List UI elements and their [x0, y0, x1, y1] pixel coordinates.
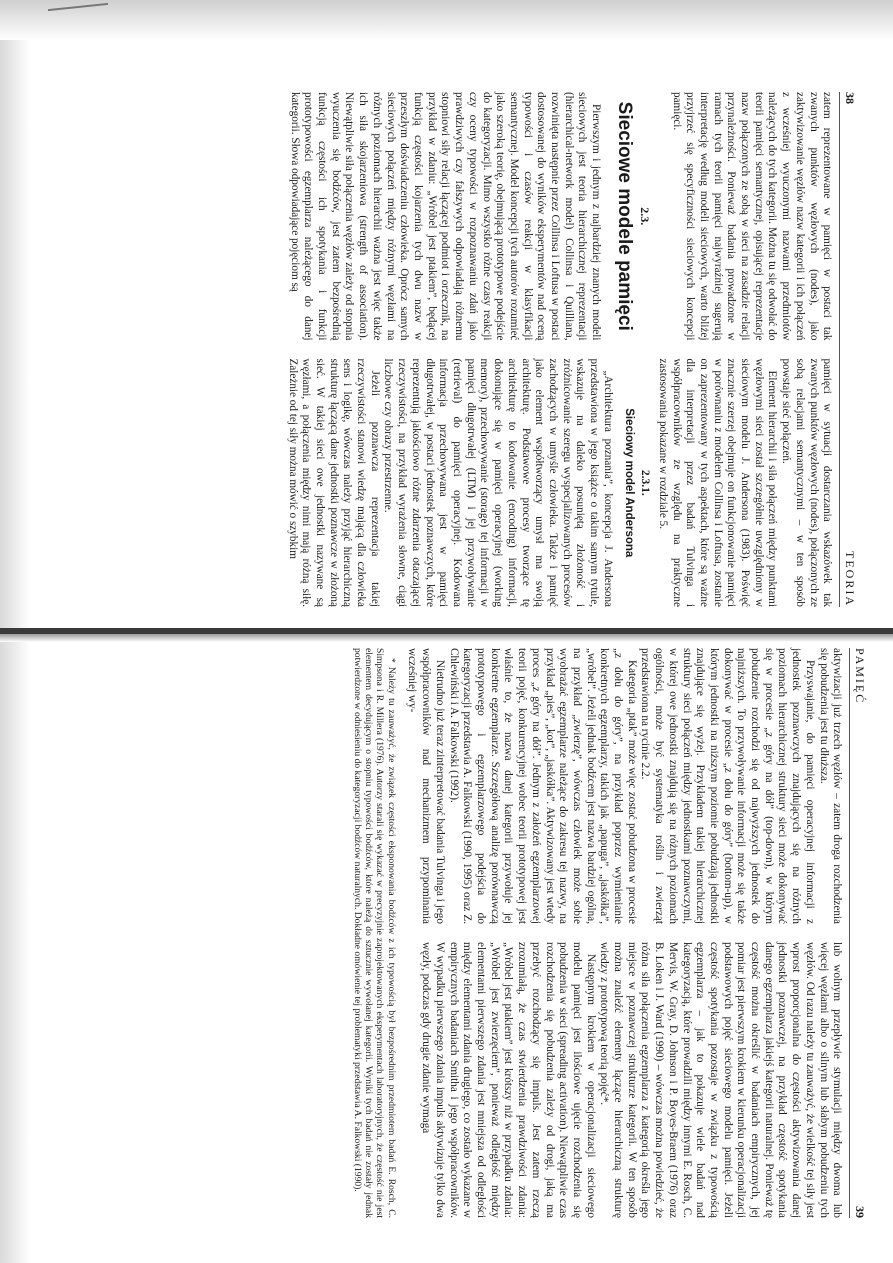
scan-shadow-top — [0, 0, 893, 40]
paragraph: Nietrudno już teraz zinterpretować badania Tulvinga i jego współpracowników nad mechanizmem przypominania wcześniej wy- — [406, 648, 446, 924]
paragraph: aktywizacji już trzech węzłów – zatem droga rozchodzenia się pobudzenia jest tu dłuższa. — [817, 648, 844, 924]
page-number: 38 — [843, 92, 857, 104]
running-head-title: TEORIA — [843, 551, 857, 607]
footnote — [351, 648, 397, 1218]
paragraph: Jeżeli poznawcza reprezentacja takiej rzeczywistości stanowi wiedzę mającą dla człowieka sens i logikę, wówczas należy przyjąć hierarchiczną strukturę łączącą dane jednostki poznawcze w złożoną sieć. W takiej sieci owe jednostki nazywane są węzłami, a połączenia między nimi mają różną siłę. Zależnie od tej siły można mówić o szybkim — [286, 358, 381, 607]
text-columns — [285, 92, 833, 607]
page-39 — [124, 648, 866, 1218]
column-left — [405, 648, 844, 924]
subsection-number: 2.3.1. — [639, 469, 652, 496]
running-head — [849, 648, 866, 1218]
paragraph: pamięci w sytuacji dostarczania wskazówek tak zwanych punktów węzłowych (nodes), połączonych ze sobą relacjami semantycznymi – w ten sposób powstaje sieć połączeń. — [780, 358, 834, 607]
paragraph: Kategoria „ptak” może więc zostać pobudzona w procesie „z dołu do góry”, na przykład poprzez wymienianie konkretnych egzemplarzy, takich jak „papuga”, „jaskółka”, „wróbel”. Jeżeli jednak bodźcem jest nazwa bardziej ogólna, na przykład „zwierzę”, wówczas człowiek może sobie wyobrażać egzemplarze należące do zakresu tej nazwy, na przykład „pies”, „kot”, „jaskółka”. Aktywizowany jest wtedy proces „z góry na dół”. Jednym z założeń egzemplarzowej teorii pojęć, konkurencyjnej wobec teorii prototypowej jest właśnie to, że nazwa danej kategorii przywołuje jej konkretne egzemplarze. Szczegółową analizę porównawczą prototypowego i egzemplarzowego podejścia do kategoryzacji przedstawia A. Falkowski (1990, 1995) oraz Z. Chlewiński i A. Falkowski (1992). — [447, 648, 638, 924]
paragraph: Element hierarchii i siła połączeń między punktami węzłowymi sieci został szczegółnie uwzględniony w sieciowym modelu J. Andersona (1983). Poświęć znacznie szerzej obejmuje on funkcjonowanie pamięci w porównaniu z modelem Collinsa i Loftusa, zostanie on zaprezentowany w tych aspektach, które są ważne dla interpretacji przez badań Tulvinga i współpracowników ze względu na praktyczne zastosowania pokazane w rozdziale 5. — [656, 358, 779, 607]
text-columns — [405, 648, 844, 1218]
paragraph: Następnym krokiem w operacjonalizacji sieciowego modelu pamięci jest ilościowe ujęcie rozchodzenia się pobudzenia w sieci (spreading activation). Niewątpliwie czas rozchodzenia się pobudzenia zależy od drogi, jaką ma przebyć rozchodzący się impuls. Jest zatem rzeczą zrozumiałą, że czas stwierdzenia prawdziwości zdania: „Wróbel jest ptakiem” jest krótszy niż w przypadku zdania: „Wróbel jest zwierzęciem”, ponieważ odległość między elementami pierwszego zdania jest mniejsza od odległości między elementami zdania drugiego, co zostało wykazane w empirycznych badaniach Smitha i jego współpracowników. W wypadku pierwszego zdania impuls aktywizuje tylko dwa węzły, podczas gdy drugie zdanie wymaga — [420, 942, 597, 1218]
paragraph: zatem reprezentowane w pamięci w postaci tak zwanych punktów węzłowych (nodes), jako zaktywizowanie węzłów nazw kategorii i ich połączeń z wcześniej wyuczonymi nazwami przedmiotów należących do tych kategorii. Można tu się odwołać do teorii pamięci semantycznej, opisującej reprezentacje nazw połączonych ze sobą w sieci na zasadzie relacji przynależności. Ponieważ badania prowadzone w ramach tych teorii pamięci najwyraźniej sugerują interpretację według modeli sieciowych, warto bliżej przyjrzeć się specyficzności sieciowych koncepcji pamięci. — [670, 92, 834, 341]
paragraph: Przyswajanie, do pamięci operacyjnej informacji z jednostek poznawczych znajdujących się na różnych poziomach hierarchicznej struktury sieci może dokonywać się w procesie „z góry na dół” (top-down), w którym pobudzenie rozchodzi się od najwyższych jednostek do najniższych. To przywoływanie informacji może się także dokonywać w procesie „z dołu do góry” (bottom-up), w którym jednostki na niższym poziomie pobudzają jednostki znajdujące się wyżej. Przykładem takiej hierarchicznej struktury sieci połączeń między jednostkami poznawczymi, w której owe jednostki znajdują się na różnych poziomach ogólności, może być systematyka roślin i zwierząt przedstawiona na rycinie 2.2. — [639, 648, 816, 924]
section-number: 2.3. — [637, 207, 652, 226]
page-number: 39 — [853, 1206, 867, 1218]
subsection-title: Sieciowy model Andersona — [623, 408, 636, 558]
paragraph: Pierwszym i jednym z najbardziej znanych modeli sieciowych jest teoria hierarchicznej reprezentacji (hierarchical-network model) Collinsa i Quilliana, rozwinięta następnie przez Collinsa i Loftusa w postaci dostosowanej do wyników eksperymentów nad oceną typowości i czasów reakcji w klasyfikacji semantycznej. Model koncepcji tych autorów rozumieć jako szeroką teorię, obejmującą prototypowe podejście do kategoryzacji. Mimo wszystko różne czasy reakcji czy oceny typowości w rozpoznawaniu zdań jako prawdziwych czy fałszywych odpowiadają różnemu stopniowi siły relacji łączącej podmiot i orzecznik, na przykład w zdaniu: „Wróbel jest ptakiem”, będącej funkcją częstości kojarzenia tych dwu nazw w przeszłym doświadczeniu człowieka. Oprócz samych sieciowych połączeń między różnymi węzłami na różnych poziomach hierarchii ważna jest więc także ich siła skojarzeniowa (strength of association). Niewątpliwie siła połączenia węzłów zależy od stopnia wyuczenia się bodźców, jest zatem bezpośrednią funkcją częstości ich spotykania i funkcji prototypowości egzemplarza należącego do danej kategorii. Słowa odpowiadające pojęciom są — [288, 92, 603, 341]
paragraph: lub wolnym przepływie stymulacji między dwoma lub więcej węzłami albo o silnym lub słabym pobudzeniu tych węzłów. Od razu należy tu zauważyć, że wielkość tej siły jest wprost proporcjonalna do częstości aktywizowania danej jednostki poznawczej, na przykład częstość spotykania danego egzemplarza jakiejś kategorii naturalnej. Ponieważ tę częstość można określić w badaniach empirycznych, jej pomiar jest pierwszym krokiem w kierunku operacjonalizacji podstawowych pojęć sieciowego modelu pamięci. Jeżeli częstość spotykania pozostaje w związku z typowością egzemplarza – jak to pokazuje wiele badań nad kategoryzacją, które prowadzili między innymi E. Rosch, C. Mervis, W. Gray, D. Johnson i P. Boyes-Braem (1976) oraz B. Loken i J. Ward (1990) – wówczas można powiedzieć, że różna siła połączenia egzemplarza z kategorią określa jego miejsce w poznawczej strukturze kategorii. W ten sposób można znaleźć elementy łączące hierarchiczną strukturę wiedzy z prototypową teorią pojęć*. — [598, 942, 844, 1218]
column-right — [405, 942, 844, 1218]
running-head-title: PAMIĘĆ — [853, 648, 867, 705]
column-right — [285, 359, 833, 608]
gutter-shadow — [0, 634, 893, 642]
page-38 — [124, 92, 856, 607]
column-left — [285, 92, 833, 341]
running-head — [839, 92, 856, 607]
paragraph: „Architektura poznania”, koncepcja J. Andersona przedstawiona w jego książce o takim samym tytule, wskazuje na daleko posuniętą złożoność i zróżnicowanie szeregu wyspecjalizowanych procesów zachodzących w umyśle człowieka. Także i pamięć jako element współtworzący umysł ma swoją architekturę. Podstawowe procesy tworzące tę architekturę to kodowanie (encoding) informacji, dokonujące się w pamięci operacyjnej (working memory), przechowywanie (storage) tej informacji w pamięci długotrwałej (LTM) i jej przywoływanie (retrieval) do pamięci operacyjnej. Kodowana informacja przechowywana jest w pamięci długotrwałej, w postaci jednostek poznawczych, które reprezentują jakościowo różne zdarzenia otaczającej rzeczywistości, na przykład wyrażenia słowne, ciągi liczbowe czy obrazy przestrzenne. — [382, 358, 614, 607]
section-title: Sieciowe modele pamięci — [614, 101, 636, 331]
footnote-text: * Należy tu zauważyć, że związek częstości eksponowania bodźców z ich typowością był bezpośrednim przedmiotem badań E. Rosch, C. Simpsona i R. Millera (1976). Autorzy starali się wykazać w precyzyjnie zaprojektowanych eksperymentach laboratoryjnych, że częstość nie jest elementem decydującym o stopniu typowości bodźców, które należą do sztucznie wywołanej kategorii. Wyniki tych badań nie zostały jednak potwierdzone w odniesieniu do kategoryzacji bodźców naturalnych. Dokładne omówienie tej problematyki przedstawia A. Falkowski (1990). — [351, 648, 397, 1218]
